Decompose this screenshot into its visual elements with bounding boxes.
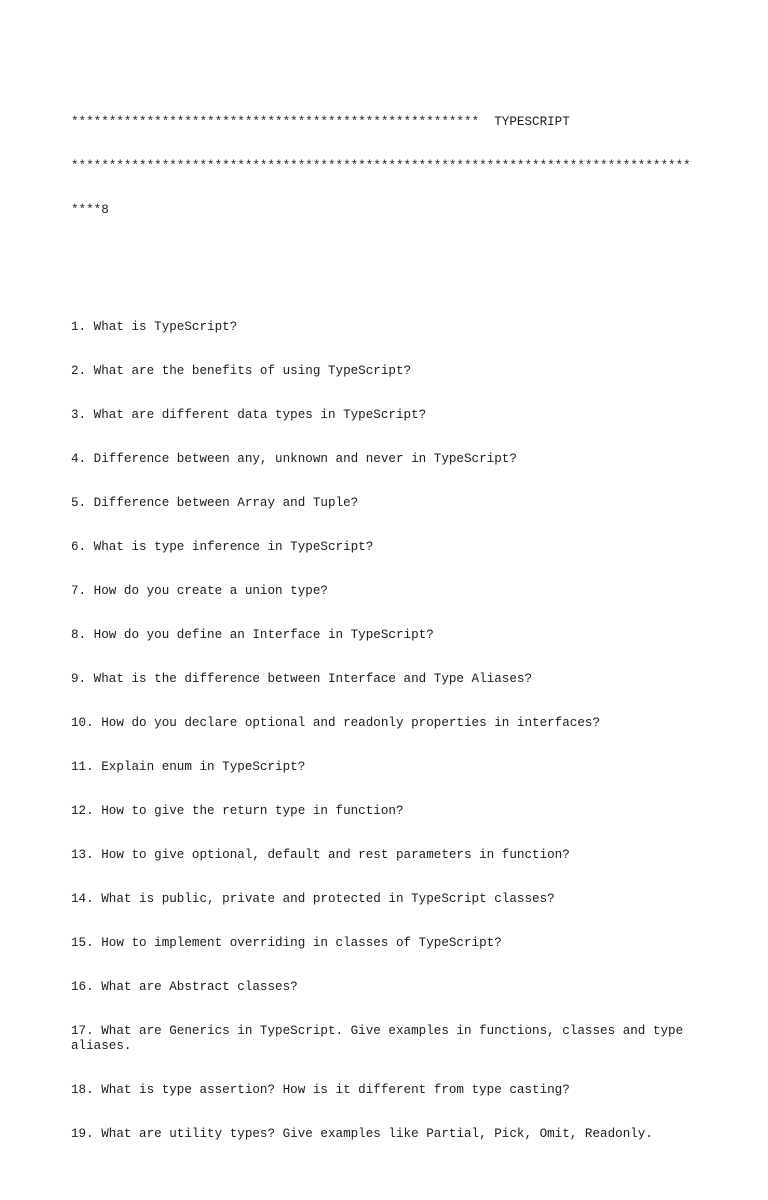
question-item: 3. What are different data types in TypeScript? (71, 408, 427, 423)
question-item: 8. How do you define an Interface in TypeScript? (71, 628, 434, 643)
question-item: 16. What are Abstract classes? (71, 980, 298, 995)
question-item: 5. Difference between Array and Tuple? (71, 496, 359, 511)
question-item: 6. What is type inference in TypeScript? (71, 540, 374, 555)
question-item: 10. How do you declare optional and readonly properties in interfaces? (71, 716, 601, 731)
blank-line (71, 247, 706, 262)
question-item: 11. Explain enum in TypeScript? (71, 760, 306, 775)
document-body (71, 86, 706, 1200)
question-item: 15. How to implement overriding in classes of TypeScript? (71, 936, 502, 951)
question-item: 13. How to give optional, default and rest parameters in function? (71, 848, 570, 863)
header-line-3: ****8 (71, 203, 109, 218)
header-line-2: ********************************************************************************** (71, 159, 691, 174)
question-item: 7. How do you create a union type? (71, 584, 328, 599)
question-list (71, 291, 706, 1170)
question-item: 1. What is TypeScript? (71, 320, 238, 335)
question-item: 9. What is the difference between Interface and Type Aliases? (71, 672, 533, 687)
question-item: 4. Difference between any, unknown and never in TypeScript? (71, 452, 517, 467)
question-item: 2. What are the benefits of using TypeScript? (71, 364, 412, 379)
question-item: 18. What is type assertion? How is it different from type casting? (71, 1082, 570, 1097)
question-item: 14. What is public, private and protected in TypeScript classes? (71, 892, 555, 907)
header-line-1: ****************************************************** TYPESCRIPT (71, 115, 570, 130)
question-item: 17. What are Generics in TypeScript. Give examples in functions, classes and type aliases. (71, 1023, 691, 1053)
question-item: 12. How to give the return type in function? (71, 804, 404, 819)
question-item: 19. What are utility types? Give examples like Partial, Pick, Omit, Readonly. (71, 1126, 653, 1141)
